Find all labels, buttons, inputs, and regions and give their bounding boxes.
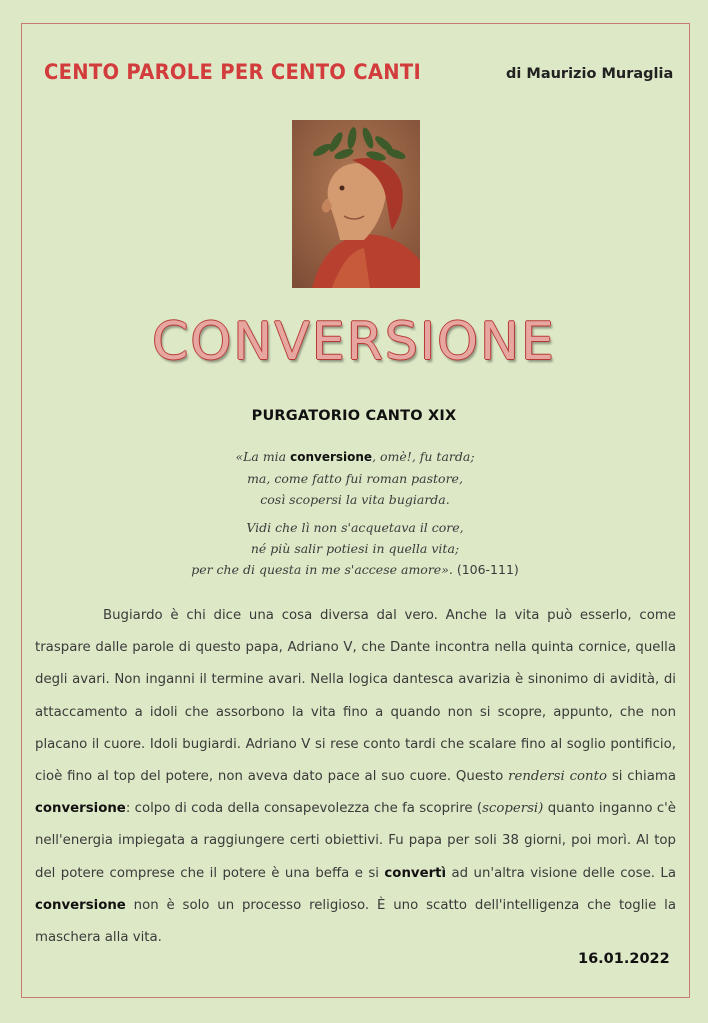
keyword-highlight: conversione xyxy=(35,801,126,817)
keyword-highlight: conversione xyxy=(35,897,126,913)
verse-line-6: per che di questa in me s'accese amore». (106-111) xyxy=(191,562,519,577)
verse-reference: (106-111) xyxy=(456,562,519,577)
keyword-highlight: conversione xyxy=(290,450,373,464)
canto-reference: PURGATORIO CANTO XIX xyxy=(251,408,457,424)
portrait-image xyxy=(292,120,420,288)
verse-line-3: così scopersi la vita bugiarda. xyxy=(260,492,450,507)
commentary-paragraph: Bugiardo è chi dice una cosa diversa dal vero. Anche la vita può esserlo, come traspare dalle parole di questo papa, Adriano V, che Dante incontra nella quinta cornice, quella degli avari. Non inganni il termine avari. Nella logica dantesca avarizia è sinonimo di avidità, di attaccamento a idoli che assorbono la vita fino a quando non si scopre, appunto, che non placano il cuore. Idoli bugiardi. Adriano V si rese conto tardi che scalare fino al soglio pontificio, cioè fino al top del potere, non aveva dato pace al suo cuore. Questo rendersi conto si chiama conversione: colpo di coda della consapevolezza che fa scoprire (scopersi) quanto inganno c'è nell'energia impiegata a raggiungere certi obiettivi. Fu papa per soli 38 giorni, poi morì. Al top del potere comprese che il potere è una beffa e si convertì ad un'altra visione delle cose. La conversione non è solo un processo religioso. È uno scatto dell'intelligenza che toglie la maschera alla vita. xyxy=(35,608,676,946)
verse-quote xyxy=(150,446,560,587)
header xyxy=(44,60,684,94)
dante-portrait-icon xyxy=(292,120,420,288)
stanza-1 xyxy=(150,446,560,510)
verse-line-5: né più salir potiesi in quella vita; xyxy=(250,541,460,556)
series-title: CENTO PAROLE PER CENTO CANTI xyxy=(44,60,422,84)
verse-line-4: Vidi che lì non s'acquetava il core, xyxy=(246,520,464,535)
page-title: CONVERSIONE xyxy=(152,312,556,372)
stanza-2 xyxy=(150,517,560,580)
commentary-text xyxy=(35,600,676,954)
verse-line-2: ma, come fatto fui roman pastore, xyxy=(247,471,463,486)
publication-date: 16.01.2022 xyxy=(578,951,670,967)
author-byline: di Maurizio Muraglia xyxy=(506,66,674,82)
verse-line-1: «La mia conversione, omè!, fu tarda; xyxy=(235,449,475,464)
keyword-highlight: convertì xyxy=(384,865,447,881)
